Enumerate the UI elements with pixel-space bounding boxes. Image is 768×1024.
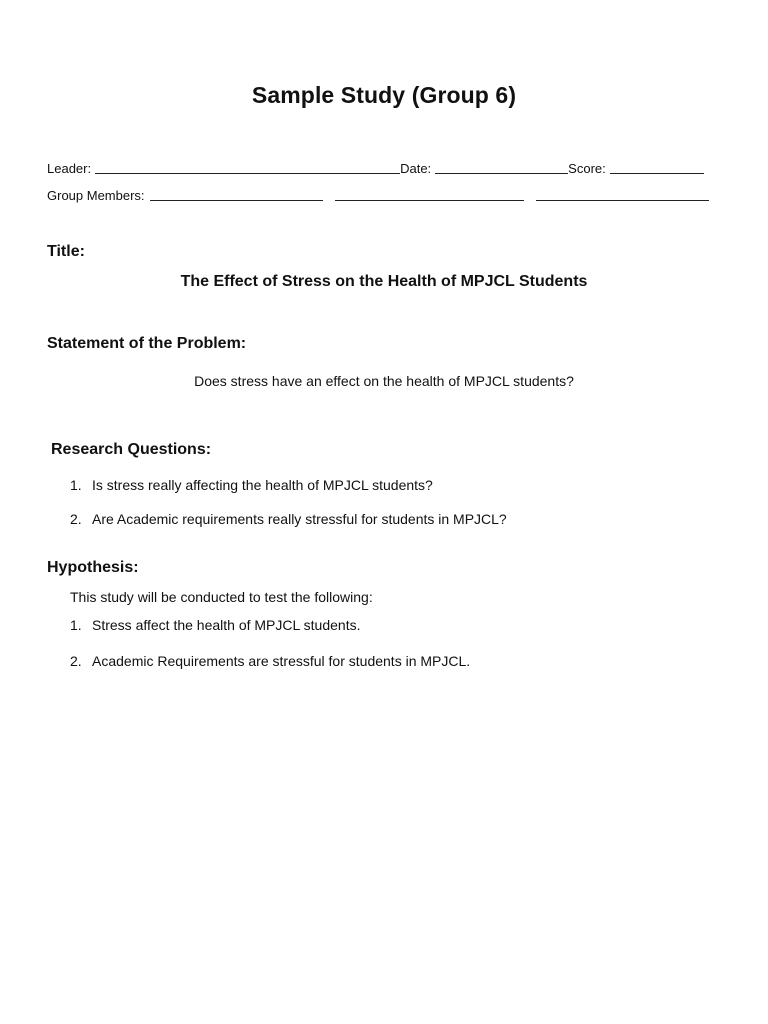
- list-text: Academic Requirements are stressful for students in MPJCL.: [92, 653, 471, 669]
- date-blank[interactable]: [435, 161, 568, 174]
- problem-heading: Statement of the Problem:: [47, 335, 247, 352]
- problem-statement: Does stress have an effect on the health of MPJCL students?: [194, 373, 574, 389]
- list-text: Are Academic requirements really stressful for students in MPJCL?: [92, 511, 507, 527]
- member-blank-1[interactable]: [150, 188, 323, 201]
- hypothesis-heading: Hypothesis:: [47, 559, 139, 576]
- list-item: [70, 617, 360, 633]
- list-number: 1.: [70, 477, 82, 493]
- leader-date-score-row: [47, 161, 704, 176]
- list-number: 2.: [70, 511, 82, 527]
- group-members-row: [47, 188, 709, 203]
- group-members-label: Group Members:: [47, 188, 145, 203]
- research-questions-heading: Research Questions:: [51, 441, 212, 458]
- date-label: Date:: [400, 161, 432, 176]
- title-heading: Title:: [47, 243, 85, 260]
- score-label: Score:: [568, 161, 606, 176]
- list-item: [70, 653, 470, 669]
- list-text: Is stress really affecting the health of MPJCL students?: [92, 477, 433, 493]
- list-item: [70, 477, 433, 493]
- leader-blank[interactable]: [95, 161, 400, 174]
- list-number: 2.: [70, 653, 82, 669]
- score-blank[interactable]: [610, 161, 704, 174]
- study-title: The Effect of Stress on the Health of MPJCL Students: [180, 273, 588, 290]
- list-number: 1.: [70, 617, 82, 633]
- list-text: Stress affect the health of MPJCL students.: [92, 617, 361, 633]
- hypothesis-intro: This study will be conducted to test the following:: [70, 589, 373, 605]
- document-title: Sample Study (Group 6): [251, 82, 517, 108]
- member-blank-2[interactable]: [335, 188, 524, 201]
- list-item: [70, 511, 507, 527]
- member-blank-3[interactable]: [536, 188, 709, 201]
- leader-label: Leader:: [47, 161, 92, 176]
